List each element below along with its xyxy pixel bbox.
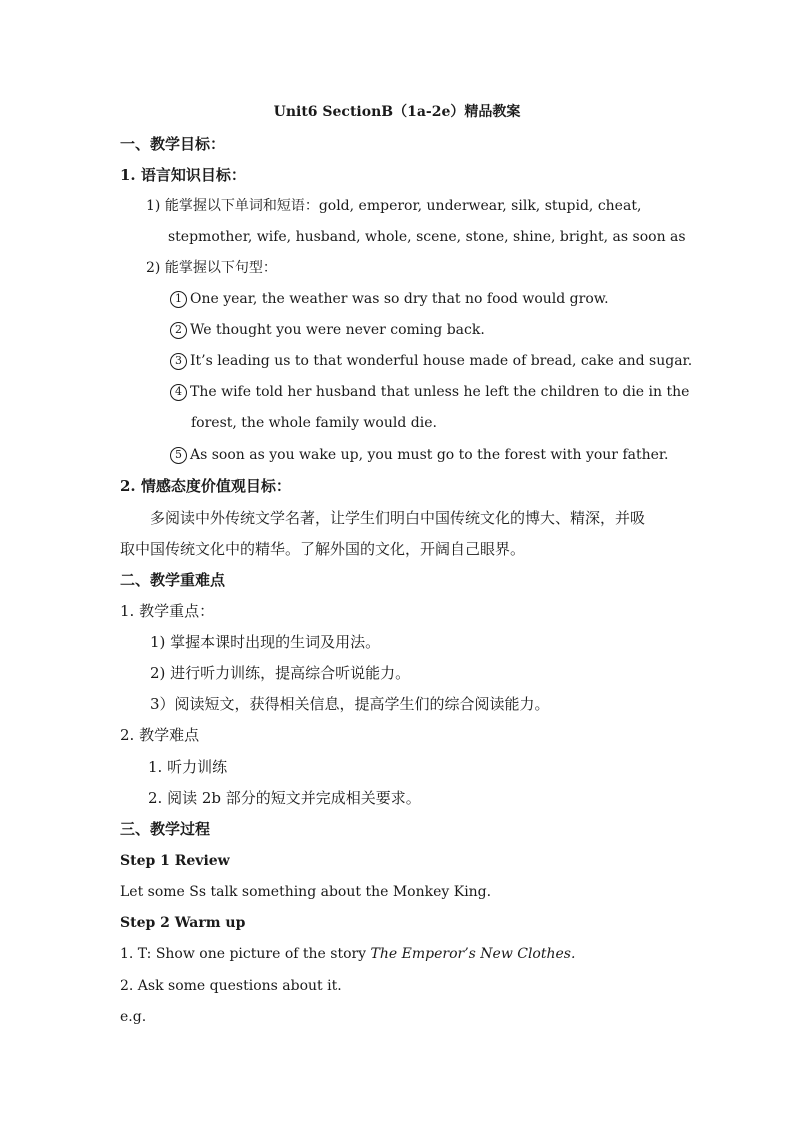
paragraph-line: 取中国传统文化中的精华。了解外国的文化，开阔自己眼界。 <box>120 540 526 558</box>
sentence-pattern <box>170 289 609 309</box>
subheading-language-knowledge: 1. 语言知识目标： <box>120 166 246 184</box>
story-title: The Emperor’s New Clothes. <box>370 946 576 962</box>
sentence-text: As soon as you wake up, you must go to the forest with your father. <box>190 447 669 463</box>
list-item: 1. 听力训练 <box>148 758 228 776</box>
sentence-text: We thought you were never coming back. <box>190 322 485 338</box>
step-text: Let some Ss talk something about the Monkey King. <box>120 884 492 900</box>
example-label: e.g. <box>120 1009 147 1025</box>
sentence-pattern <box>170 382 689 402</box>
sentence-text: It’s leading us to that wonderful house made of bread, cake and sugar. <box>190 353 693 369</box>
section-heading-process: 三、教学过程 <box>120 820 211 838</box>
circled-number: 3 <box>170 353 187 370</box>
sentence-text-continued: forest, the whole family would die. <box>191 415 437 431</box>
sentence-patterns-item: 2) 能掌握以下句型： <box>146 260 277 276</box>
vocab-item-continued: stepmother, wife, husband, whole, scene, stone, shine, bright, as soon as <box>168 229 686 245</box>
step-heading: Step 2 Warm up <box>120 915 246 931</box>
sentence-pattern <box>170 351 692 371</box>
vocab-item: 1) 能掌握以下单词和短语：gold, emperor, underwear, silk, stupid, cheat, <box>146 198 642 214</box>
subheading-emotional-goals: 2. 情感态度价值观目标： <box>120 477 291 495</box>
subheading-key: 1. 教学重点： <box>120 602 215 620</box>
step-item: 2. Ask some questions about it. <box>120 978 342 994</box>
subheading-difficult: 2. 教学难点 <box>120 726 200 744</box>
step-heading: Step 1 Review <box>120 853 230 869</box>
section-heading-objectives: 一、教学目标： <box>120 135 226 153</box>
sentence-text: The wife told her husband that unless he left the children to die in the <box>190 384 690 400</box>
sentence-text: One year, the weather was so dry that no food would grow. <box>190 291 609 307</box>
list-item: 2) 进行听力训练，提高综合听说能力。 <box>150 664 411 682</box>
sentence-pattern <box>170 445 669 465</box>
circled-number: 1 <box>170 291 187 308</box>
step-item-text: 1. T: Show one picture of the story <box>120 946 371 962</box>
paragraph-line: 多阅读中外传统文学名著，让学生们明白中国传统文化的博大、精深，并吸 <box>150 509 646 527</box>
circled-number: 4 <box>170 384 187 401</box>
list-item: 3）阅读短文，获得相关信息，提高学生们的综合阅读能力。 <box>150 695 550 713</box>
page-title: Unit6 SectionB（1a-2e）精品教案 <box>273 104 521 120</box>
circled-number: 2 <box>170 322 187 339</box>
circled-number: 5 <box>170 447 187 464</box>
section-heading-key-points: 二、教学重难点 <box>120 571 226 589</box>
step-item <box>120 944 575 964</box>
sentence-pattern <box>170 320 485 340</box>
list-item: 1) 掌握本课时出现的生词及用法。 <box>150 633 381 651</box>
list-item: 2. 阅读 2b 部分的短文并完成相关要求。 <box>148 789 421 807</box>
